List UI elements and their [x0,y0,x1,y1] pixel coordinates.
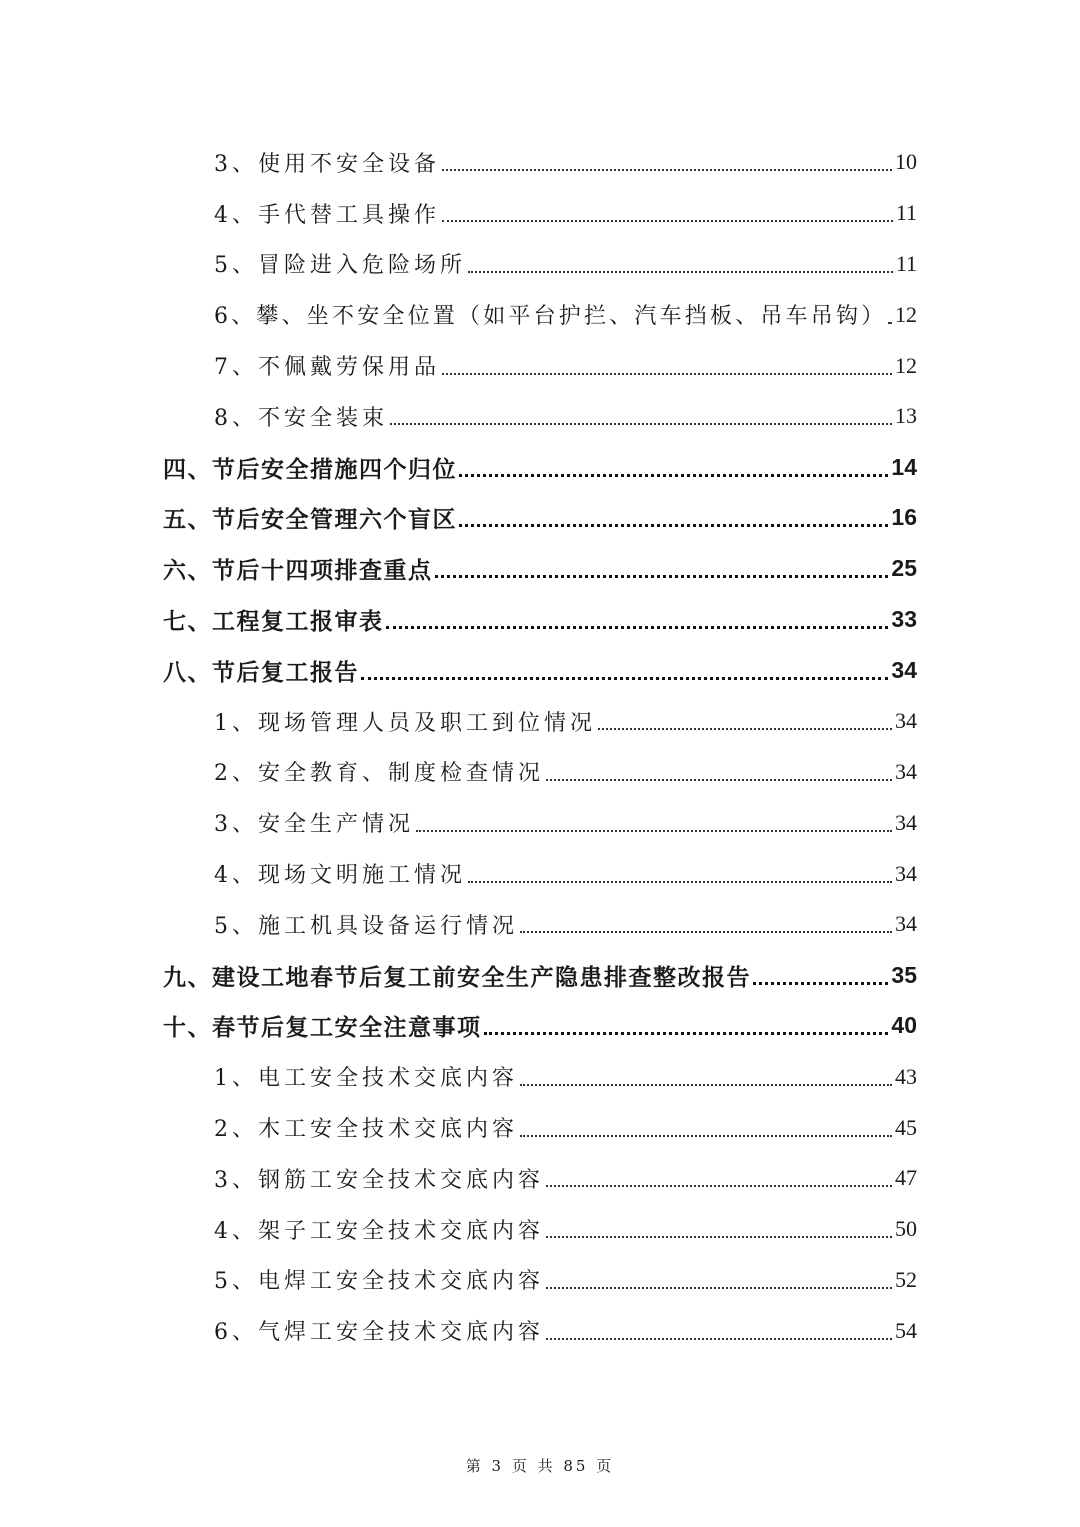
toc-item[interactable] [0,1153,1080,1204]
toc-item-page: 47 [895,1165,917,1191]
toc-item-page: 50 [895,1216,917,1242]
toc-item-page: 12 [895,352,917,378]
toc-item[interactable] [0,289,1080,340]
toc-item-page: 52 [895,1266,917,1292]
toc-leader-dots [390,423,892,425]
toc-item[interactable] [0,137,1080,188]
toc-leader-dots [442,169,892,171]
toc-section[interactable] [0,1001,1080,1052]
toc-item-page: 13 [895,403,917,429]
toc-leader-dots [598,728,892,730]
toc-item[interactable] [0,188,1080,239]
toc-section-page: 40 [891,1012,917,1039]
toc-item-page: 34 [895,758,917,784]
toc-section-label: 七、工程复工报审表 [163,609,384,636]
toc-leader-dots [468,271,893,273]
toc-leader-dots [546,1236,892,1238]
toc-item[interactable] [0,1255,1080,1306]
toc-leader-dots [459,474,888,477]
toc-item[interactable] [0,1051,1080,1102]
toc-item[interactable] [0,899,1080,950]
toc-section-label: 十、春节后复工安全注意事项 [163,1015,482,1042]
toc-item-page: 43 [895,1063,917,1089]
toc-item-label: 3、安全生产情况 [214,812,414,838]
toc-section-label: 八、节后复工报告 [163,659,359,686]
toc-section[interactable] [0,493,1080,544]
toc-item-page: 45 [895,1114,917,1140]
page-footer: 第 3 页 共 85 页 [465,1457,615,1475]
toc-item-label: 7、不佩戴劳保用品 [214,355,440,381]
toc-item-page: 10 [895,149,917,175]
toc-item-label: 3、使用不安全设备 [214,151,440,177]
toc-leader-dots [546,1185,892,1187]
toc-section[interactable] [0,543,1080,594]
toc-leader-dots [753,982,888,985]
toc-item[interactable] [0,696,1080,747]
table-of-contents [0,137,1080,1356]
toc-item-label: 8、不安全装束 [214,405,388,431]
toc-leader-dots [361,677,888,680]
toc-section[interactable] [0,645,1080,696]
toc-item-page: 12 [895,301,917,327]
toc-item-label: 5、施工机具设备运行情况 [214,913,518,939]
toc-item[interactable] [0,239,1080,290]
toc-item[interactable] [0,848,1080,899]
toc-item-label: 2、木工安全技术交底内容 [214,1117,518,1143]
toc-leader-dots [484,1032,889,1035]
toc-item-label: 1、电工安全技术交底内容 [214,1066,518,1092]
toc-item-page: 54 [895,1317,917,1343]
toc-section-page: 33 [891,606,917,633]
toc-leader-dots [520,1084,892,1086]
toc-leader-dots [520,931,892,933]
toc-section[interactable] [0,442,1080,493]
toc-section-page: 35 [891,961,917,988]
toc-item-page: 34 [895,860,917,886]
toc-section-page: 14 [891,453,917,480]
toc-item-page: 11 [895,200,917,226]
toc-leader-dots [442,373,892,375]
toc-item-label: 4、架子工安全技术交底内容 [214,1218,544,1244]
toc-item-label: 1、现场管理人员及职工到位情况 [214,710,596,736]
toc-section-page: 25 [891,555,917,582]
toc-leader-dots [459,524,888,527]
toc-item-label: 5、电焊工安全技术交底内容 [214,1269,544,1295]
toc-item[interactable] [0,1102,1080,1153]
toc-item-page: 34 [895,809,917,835]
toc-leader-dots [442,220,893,222]
toc-section-page: 16 [891,504,917,531]
toc-item[interactable] [0,797,1080,848]
toc-item-page: 34 [895,708,917,734]
toc-leader-dots [546,1338,892,1340]
toc-section-label: 九、建设工地春节后复工前安全生产隐患排查整改报告 [163,964,751,991]
toc-item-label: 4、现场文明施工情况 [214,863,466,889]
toc-item-label: 2、安全教育、制度检查情况 [214,761,544,787]
toc-leader-dots [546,779,892,781]
toc-section-label: 五、节后安全管理六个盲区 [163,507,457,534]
toc-item-label: 6、攀、坐不安全位置（如平台护拦、汽车挡板、吊车吊钩） [214,304,887,330]
toc-item-page: 11 [895,250,917,276]
toc-item[interactable] [0,1204,1080,1255]
toc-section-page: 34 [891,656,917,683]
toc-item[interactable] [0,340,1080,391]
toc-leader-dots [546,1287,892,1289]
toc-section-label: 四、节后安全措施四个归位 [163,456,457,483]
toc-item-label: 4、手代替工具操作 [214,202,440,228]
toc-item[interactable] [0,391,1080,442]
toc-leader-dots [888,322,892,324]
toc-item-label: 5、冒险进入危险场所 [214,253,466,279]
toc-leader-dots [416,830,892,832]
toc-section[interactable] [0,594,1080,645]
toc-leader-dots [386,626,889,629]
toc-item-label: 6、气焊工安全技术交底内容 [214,1320,544,1346]
toc-section[interactable] [0,950,1080,1001]
toc-leader-dots [468,881,892,883]
toc-item[interactable] [0,1305,1080,1356]
toc-item-label: 3、钢筋工安全技术交底内容 [214,1167,544,1193]
toc-section-label: 六、节后十四项排查重点 [163,558,433,585]
toc-leader-dots [435,575,889,578]
toc-leader-dots [520,1135,892,1137]
toc-item[interactable] [0,747,1080,798]
toc-item-page: 34 [895,911,917,937]
